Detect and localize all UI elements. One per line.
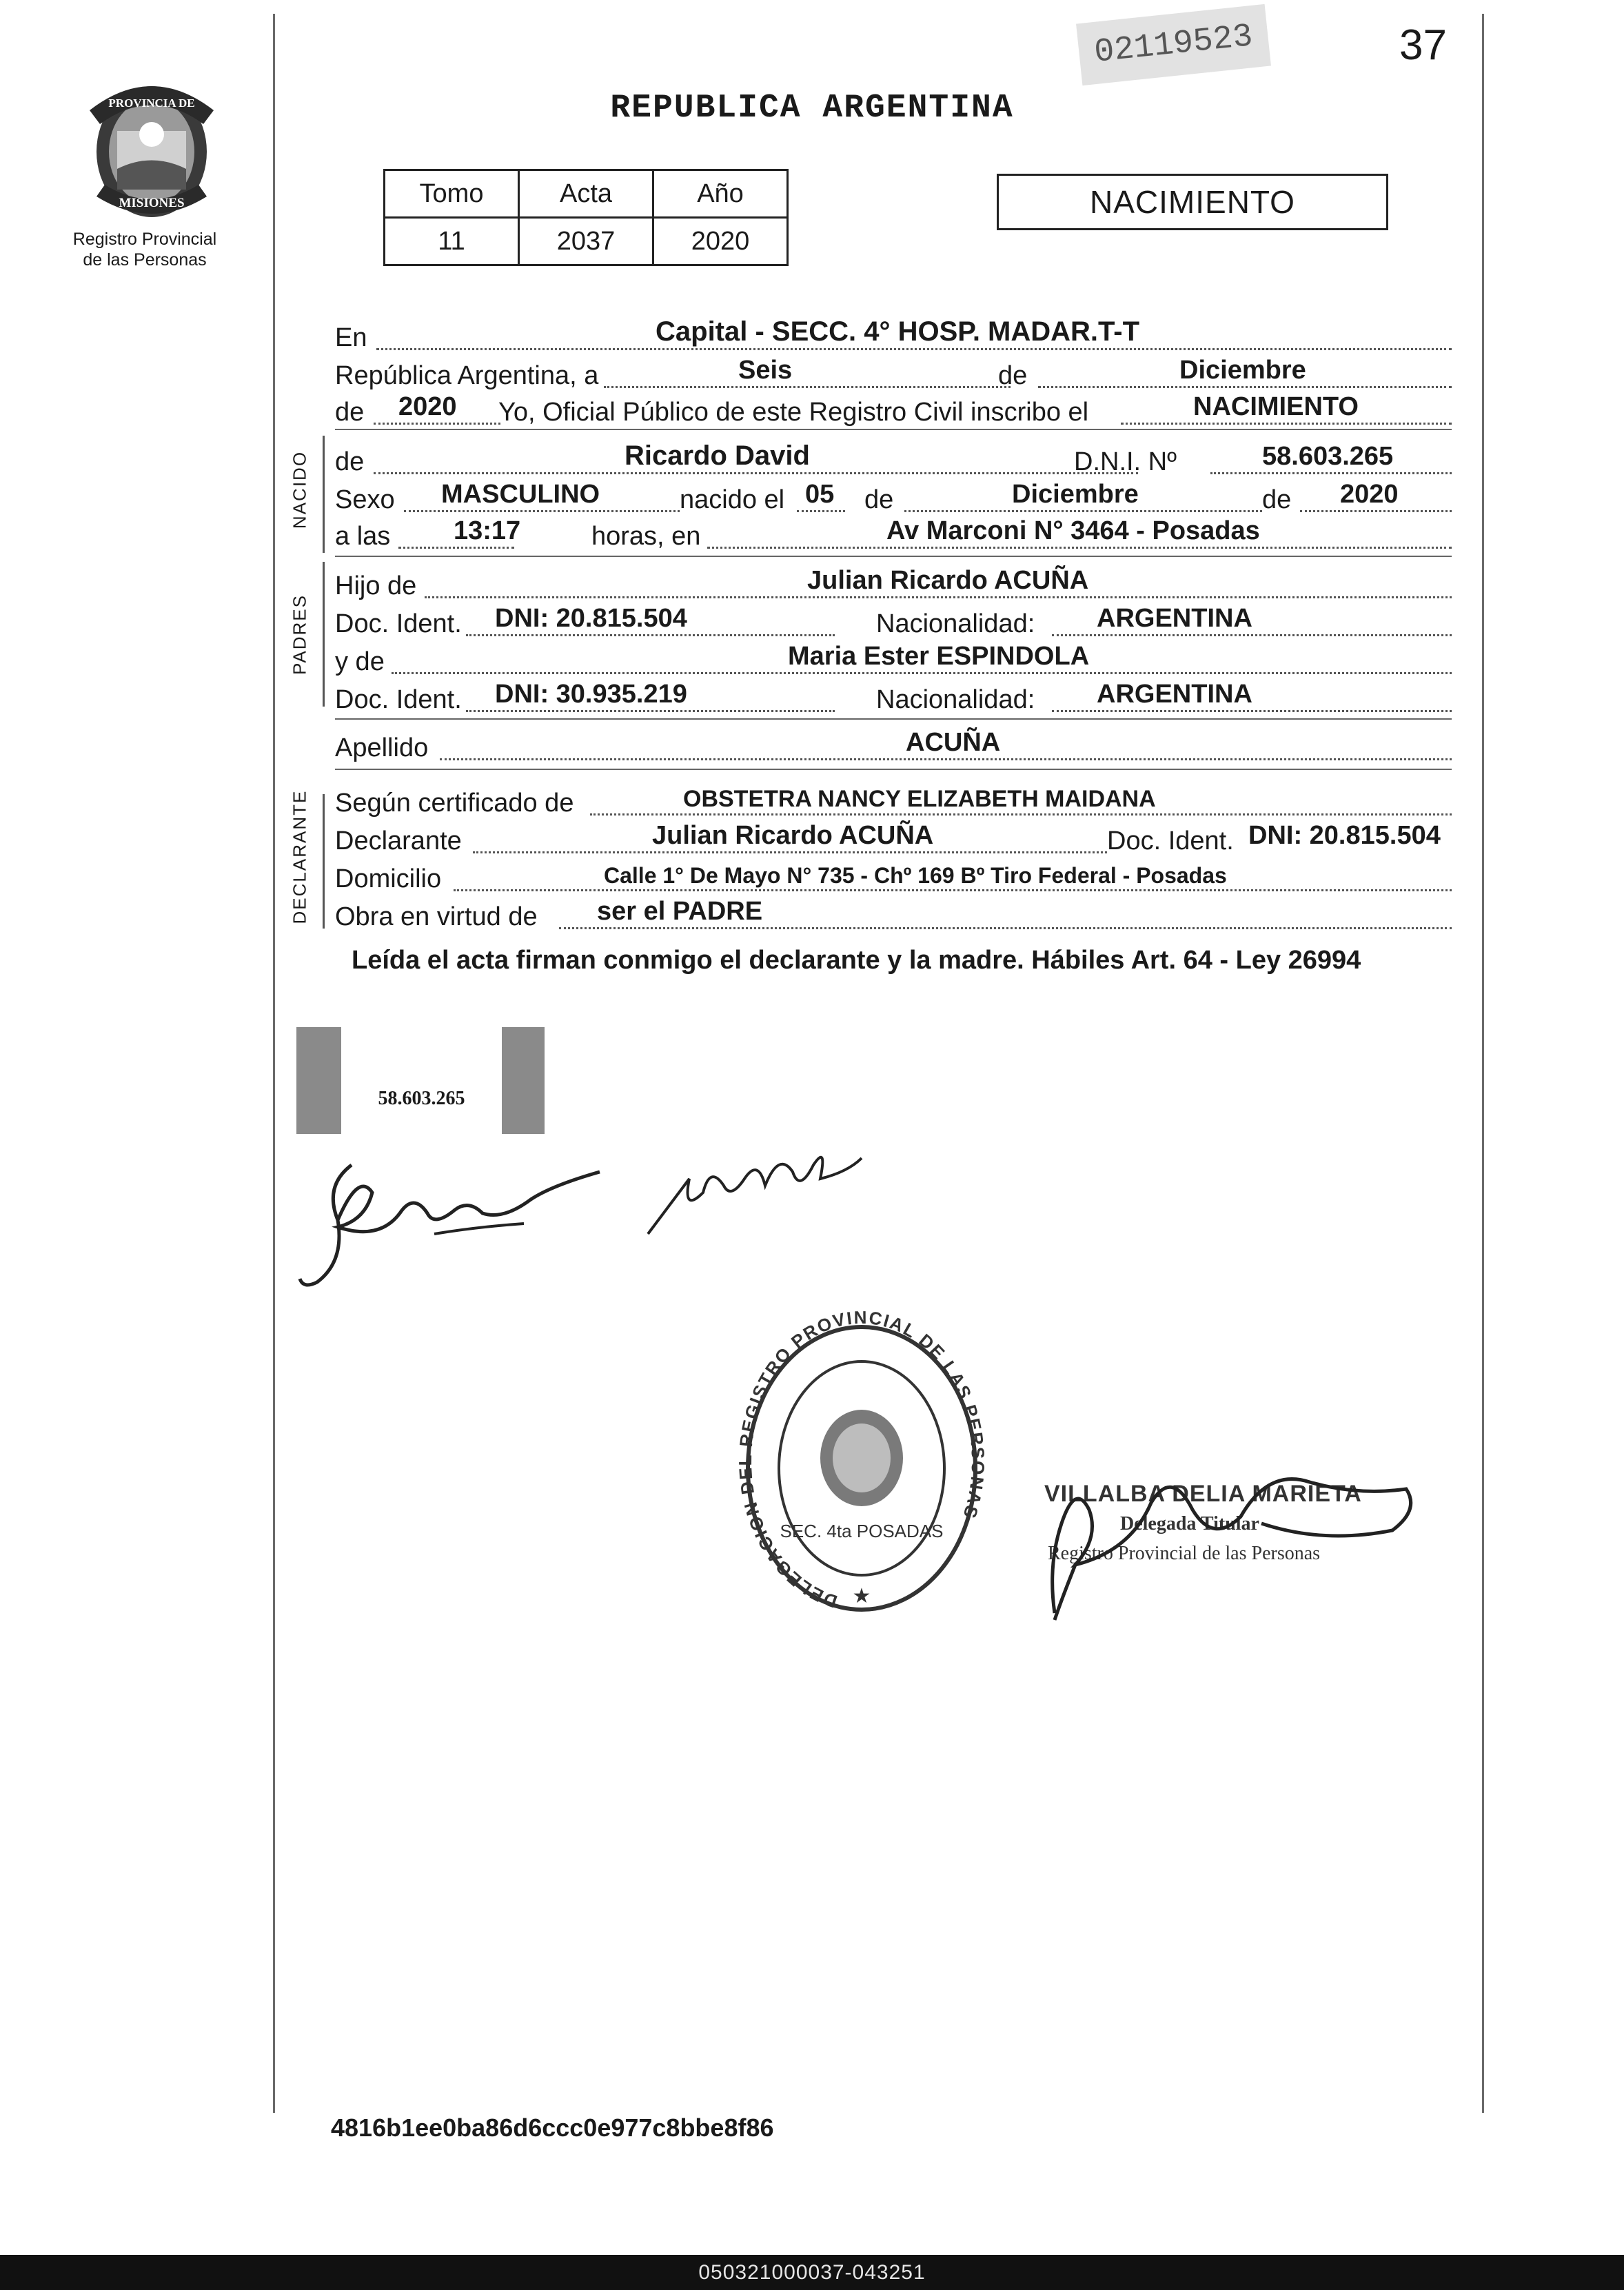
dotted-line <box>392 672 1452 674</box>
side-label-declarante: DECLARANTE <box>289 789 310 924</box>
record-value-acta: 2037 <box>519 218 653 265</box>
label-en: En <box>335 323 367 352</box>
record-header-anio: Año <box>653 170 788 218</box>
label-nacionalidad: Nacionalidad: <box>876 609 1035 638</box>
value-padre: Julian Ricardo ACUÑA <box>807 566 1089 595</box>
value-padre-doc: DNI: 20.815.504 <box>495 604 687 633</box>
dotted-line <box>1038 386 1452 388</box>
dotted-line <box>374 472 1138 474</box>
value-nombre: Ricardo David <box>625 440 810 471</box>
logo-text-bottom: MISIONES <box>119 196 185 210</box>
logo-caption-line2: de las Personas <box>83 250 207 270</box>
logo-text-top: PROVINCIA DE <box>108 97 195 110</box>
label-de: de <box>864 485 894 514</box>
document-hash: 4816b1ee0ba86d6ccc0e977c8bbe8f86 <box>331 2114 774 2142</box>
row-nombre <box>335 441 1452 480</box>
row-madre-doc <box>335 679 1452 718</box>
row-domicilio <box>335 858 1452 897</box>
side-label-padres: PADRES <box>289 594 310 675</box>
label-doc-ident: Doc. Ident. <box>335 685 462 714</box>
dotted-line <box>466 634 835 636</box>
left-margin-rule <box>273 14 275 2113</box>
label-y-de: y de <box>335 647 385 676</box>
section-divider <box>335 429 1452 430</box>
label-dni: D.N.I. Nº <box>1074 447 1177 476</box>
page-number: 37 <box>1399 21 1447 69</box>
misiones-coat-of-arms-logo <box>76 69 227 227</box>
row-padre-doc <box>335 603 1452 642</box>
dotted-line <box>707 547 1452 549</box>
sticker-left-band <box>296 1027 341 1134</box>
value-nac-anio: 2020 <box>1340 480 1399 509</box>
label-hijo-de: Hijo de <box>335 571 417 600</box>
official-seal <box>731 1310 993 1627</box>
row-padre <box>335 565 1452 604</box>
label-doc-ident: Doc. Ident. <box>335 609 462 638</box>
declarante-bracket <box>323 794 325 929</box>
value-madre-doc: DNI: 30.935.219 <box>495 680 687 709</box>
value-sexo: MASCULINO <box>441 480 600 509</box>
label-de: de <box>1262 485 1292 514</box>
dotted-line <box>1300 510 1452 512</box>
logo-caption-line1: Registro Provincial <box>72 230 217 249</box>
value-hora: 13:17 <box>454 516 521 545</box>
label-de: de <box>998 361 1028 390</box>
row-sexo <box>335 479 1452 518</box>
dotted-line <box>904 510 1262 512</box>
record-header-tomo: Tomo <box>385 170 519 218</box>
value-mes: Diciembre <box>1179 356 1306 385</box>
record-table <box>383 169 789 266</box>
section-divider <box>335 769 1452 770</box>
label-nacido-el: nacido el <box>680 485 785 514</box>
record-header-acta: Acta <box>519 170 653 218</box>
section-divider <box>335 718 1452 720</box>
value-dia: Seis <box>738 356 793 385</box>
footer-code-bar: 050321000037-043251 <box>0 2255 1624 2290</box>
serial-stamp: 02119523 <box>1076 4 1271 85</box>
label-nacionalidad: Nacionalidad: <box>876 685 1035 714</box>
page-title: REPUBLICA ARGENTINA <box>610 90 1014 127</box>
nacido-bracket <box>323 436 325 553</box>
label-domicilio: Domicilio <box>335 864 442 893</box>
dotted-line <box>797 510 845 512</box>
seal-inner-text: SEC. 4ta POSADAS <box>780 1521 944 1541</box>
logo-caption <box>55 229 234 270</box>
section-divider <box>335 556 1452 557</box>
value-domicilio: Calle 1° De Mayo N° 735 - Chº 169 Bº Tiro Federal - Posadas <box>604 863 1227 888</box>
row-inscribe <box>335 392 1452 430</box>
label-de: de <box>335 447 365 476</box>
row-apellido <box>335 727 1452 766</box>
dotted-line <box>404 510 680 512</box>
value-dni: 58.603.265 <box>1262 442 1394 471</box>
value-obra: ser el PADRE <box>597 897 763 926</box>
value-certificado: OBSTETRA NANCY ELIZABETH MAIDANA <box>683 786 1156 812</box>
right-margin-rule <box>1482 14 1484 2113</box>
dotted-line <box>440 758 1452 760</box>
seal-ring-text: DELEGACION DEL REGISTRO PROVINCIAL DE LAS PERSONAS <box>734 1310 989 1612</box>
label-doc-ident: Doc. Ident. <box>1107 827 1234 855</box>
value-lugar: Capital - SECC. 4° HOSP. MADAR.T-T <box>656 316 1140 347</box>
registrar-org: Registro Provincial de las Personas <box>1048 1543 1321 1564</box>
label-declarante: Declarante <box>335 827 462 855</box>
dotted-line <box>374 423 500 425</box>
value-madre-nac: ARGENTINA <box>1097 680 1252 709</box>
value-apellido: ACUÑA <box>906 728 1001 757</box>
padres-bracket <box>323 562 325 707</box>
sticker-right-band <box>502 1027 545 1134</box>
label-republica: República Argentina, a <box>335 361 599 390</box>
row-hora <box>335 516 1452 554</box>
dotted-line <box>1210 472 1452 474</box>
label-horas-en: horas, en <box>591 522 701 551</box>
label-obra: Obra en virtud de <box>335 902 538 931</box>
dotted-line <box>604 386 1011 388</box>
value-padre-nac: ARGENTINA <box>1097 604 1252 633</box>
value-declarante-doc: DNI: 20.815.504 <box>1248 821 1441 850</box>
row-lugar <box>335 317 1452 356</box>
label-segun: Según certificado de <box>335 789 574 818</box>
dotted-line <box>473 851 1107 853</box>
row-fecha <box>335 355 1452 394</box>
dotted-line <box>425 596 1452 598</box>
value-nac-mes: Diciembre <box>1012 480 1139 509</box>
value-anio: 2020 <box>398 392 457 421</box>
registrar-signature <box>1034 1441 1420 1634</box>
side-label-nacido: NACIDO <box>289 450 310 529</box>
dotted-line <box>1052 634 1452 636</box>
seal-star-icon: ★ <box>852 1585 871 1608</box>
mother-signature <box>641 1137 869 1241</box>
label-de: de <box>335 398 365 427</box>
value-direccion: Av Marconi N° 3464 - Posadas <box>886 516 1260 545</box>
label-sexo: Sexo <box>335 485 395 514</box>
dotted-line <box>466 710 835 712</box>
value-tipo: NACIMIENTO <box>1193 392 1359 421</box>
label-a-las: a las <box>335 522 391 551</box>
record-type-box: NACIMIENTO <box>997 174 1388 230</box>
label-apellido: Apellido <box>335 733 429 762</box>
dotted-line <box>398 547 514 549</box>
record-value-anio: 2020 <box>653 218 788 265</box>
row-madre <box>335 641 1452 680</box>
sticker-number: 58.603.265 <box>378 1088 465 1109</box>
dotted-line <box>559 927 1452 929</box>
dotted-line <box>1052 710 1452 712</box>
row-declarante <box>335 820 1452 859</box>
registrar-name: VILLALBA DELIA MARIETA <box>1044 1481 1362 1507</box>
dotted-line <box>590 813 1452 815</box>
registrar-role: Delegada Titular <box>1120 1513 1259 1534</box>
declarant-signature <box>296 1144 613 1296</box>
value-madre: Maria Ester ESPINDOLA <box>788 642 1090 671</box>
record-value-tomo: 11 <box>385 218 519 265</box>
dotted-line <box>454 889 1452 891</box>
row-obra <box>335 896 1452 935</box>
row-certificado <box>335 782 1452 821</box>
dotted-line <box>376 348 1452 350</box>
dotted-line <box>1121 423 1452 425</box>
value-nac-dia: 05 <box>805 480 835 509</box>
label-yo: Yo, Oficial Público de este Registro Civil inscribo el <box>498 398 1089 427</box>
value-declarante: Julian Ricardo ACUÑA <box>652 821 934 850</box>
closing-statement: Leída el acta firman conmigo el declarante y la madre. Hábiles Art. 64 - Ley 26994 <box>352 946 1361 975</box>
